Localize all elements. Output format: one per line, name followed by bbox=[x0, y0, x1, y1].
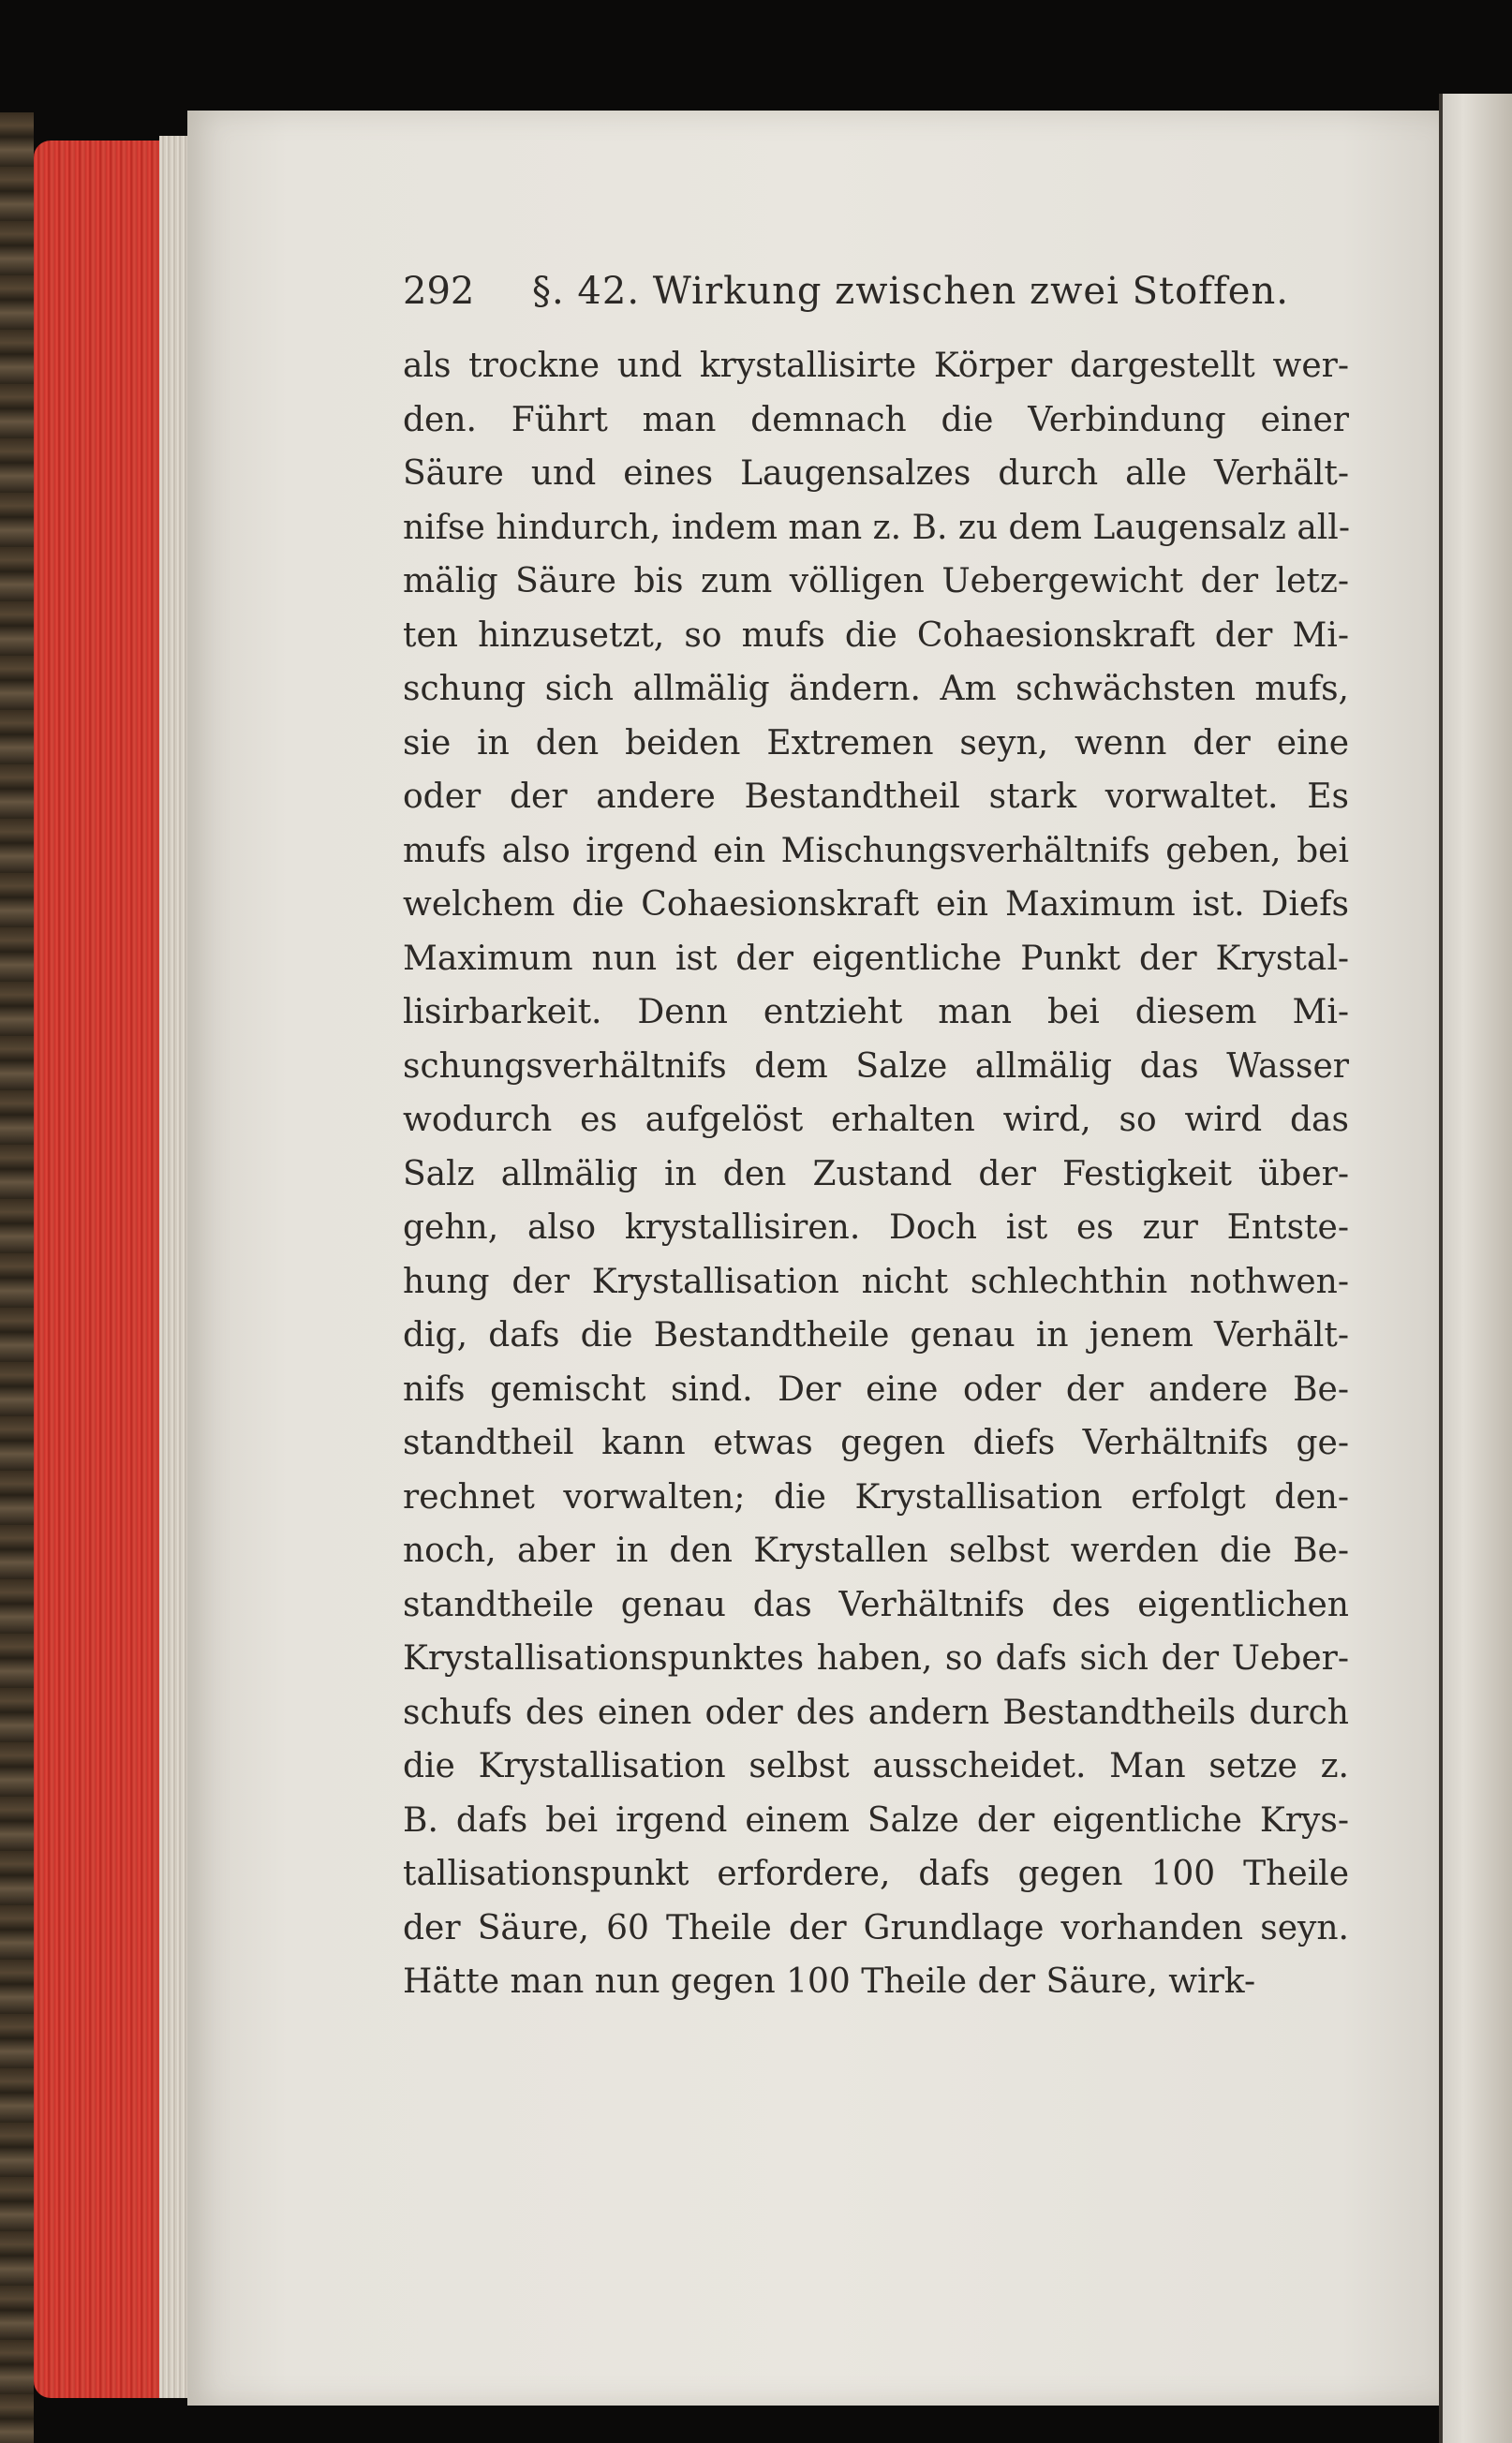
text-line: noch, aber in den Krystallen selbst werden die Be- bbox=[403, 1532, 1349, 1570]
text-line: standtheil kann etwas gegen diefs Verhältnifs ge- bbox=[403, 1424, 1349, 1462]
text-line: schung sich allmälig ändern. Am schwächsten mufs, bbox=[403, 670, 1349, 708]
text-line: lisirbarkeit. Denn entzieht man bei diesem Mi- bbox=[403, 993, 1349, 1031]
text-line: mälig Säure bis zum völligen Uebergewicht der letz- bbox=[403, 562, 1349, 600]
text-line: sie in den beiden Extremen seyn, wenn der eine bbox=[403, 723, 1349, 763]
page-number: 292 bbox=[403, 270, 475, 313]
text-line: Maximum nun ist der eigentliche Punkt der Krystal- bbox=[403, 939, 1349, 978]
text-line: schungsverhältnifs dem Salze allmälig das Wasser bbox=[403, 1046, 1349, 1086]
book-spine bbox=[0, 112, 34, 2443]
text-line: standtheile genau das Verhältnifs des eigentlichen bbox=[403, 1585, 1349, 1624]
text-line: die Krystallisation selbst ausscheidet. Man setze z. bbox=[403, 1747, 1349, 1785]
page-text bbox=[403, 253, 1349, 2009]
text-line: wodurch es aufgelöst erhalten wird, so wird das bbox=[403, 1101, 1349, 1139]
text-line: tallisationspunkt erfordere, dafs gegen 100 Theile bbox=[403, 1855, 1349, 1893]
text-line: Säure und eines Laugensalzes durch alle Verhält- bbox=[403, 454, 1349, 493]
text-line: oder der andere Bestandtheil stark vorwaltet. Es bbox=[403, 777, 1349, 816]
text-line: nifs gemischt sind. Der eine oder der andere Be- bbox=[403, 1370, 1349, 1409]
running-head bbox=[403, 253, 1349, 318]
text-line: Krystallisationspunktes haben, so dafs sich der Ueber- bbox=[403, 1639, 1349, 1678]
text-line: schufs des einen oder des andern Bestandtheils durch bbox=[403, 1693, 1349, 1732]
text-line: der Säure, 60 Theile der Grundlage vorhanden seyn. bbox=[403, 1908, 1349, 1947]
text-line: hung der Krystallisation nicht schlechthin nothwen- bbox=[403, 1262, 1349, 1301]
text-line: den. Führt man demnach die Verbindung einer bbox=[403, 400, 1349, 439]
text-line: dig, dafs die Bestandtheile genau in jenem Verhält- bbox=[403, 1316, 1349, 1355]
text-line: mufs also irgend ein Mischungsverhältnifs geben, bei bbox=[403, 831, 1349, 870]
text-line: nifse hindurch, indem man z. B. zu dem Laugensalz all- bbox=[403, 508, 1350, 547]
running-title: §. 42. Wirkung zwischen zwei Stoffen. bbox=[532, 270, 1289, 313]
body-text bbox=[403, 339, 1349, 2009]
text-line: Salz allmälig in den Zustand der Festigkeit über- bbox=[403, 1154, 1349, 1193]
text-line: als trockne und krystallisirte Körper dargestellt wer- bbox=[403, 347, 1349, 385]
text-line: B. dafs bei irgend einem Salze der eigentliche Krys- bbox=[403, 1800, 1349, 1840]
text-line: welchem die Cohaesionskraft ein Maximum ist. Diefs bbox=[403, 885, 1349, 924]
red-page-edges bbox=[34, 141, 174, 2398]
text-line: rechnet vorwalten; die Krystallisation erfolgt den- bbox=[403, 1477, 1349, 1517]
facing-page-edge bbox=[1443, 94, 1512, 2443]
text-line: gehn, also krystallisiren. Doch ist es zur Entste- bbox=[403, 1208, 1349, 1247]
text-line: Hätte man nun gegen 100 Theile der Säure, wirk- bbox=[403, 1962, 1256, 2001]
text-line: ten hinzusetzt, so mufs die Cohaesionskraft der Mi- bbox=[403, 615, 1349, 655]
